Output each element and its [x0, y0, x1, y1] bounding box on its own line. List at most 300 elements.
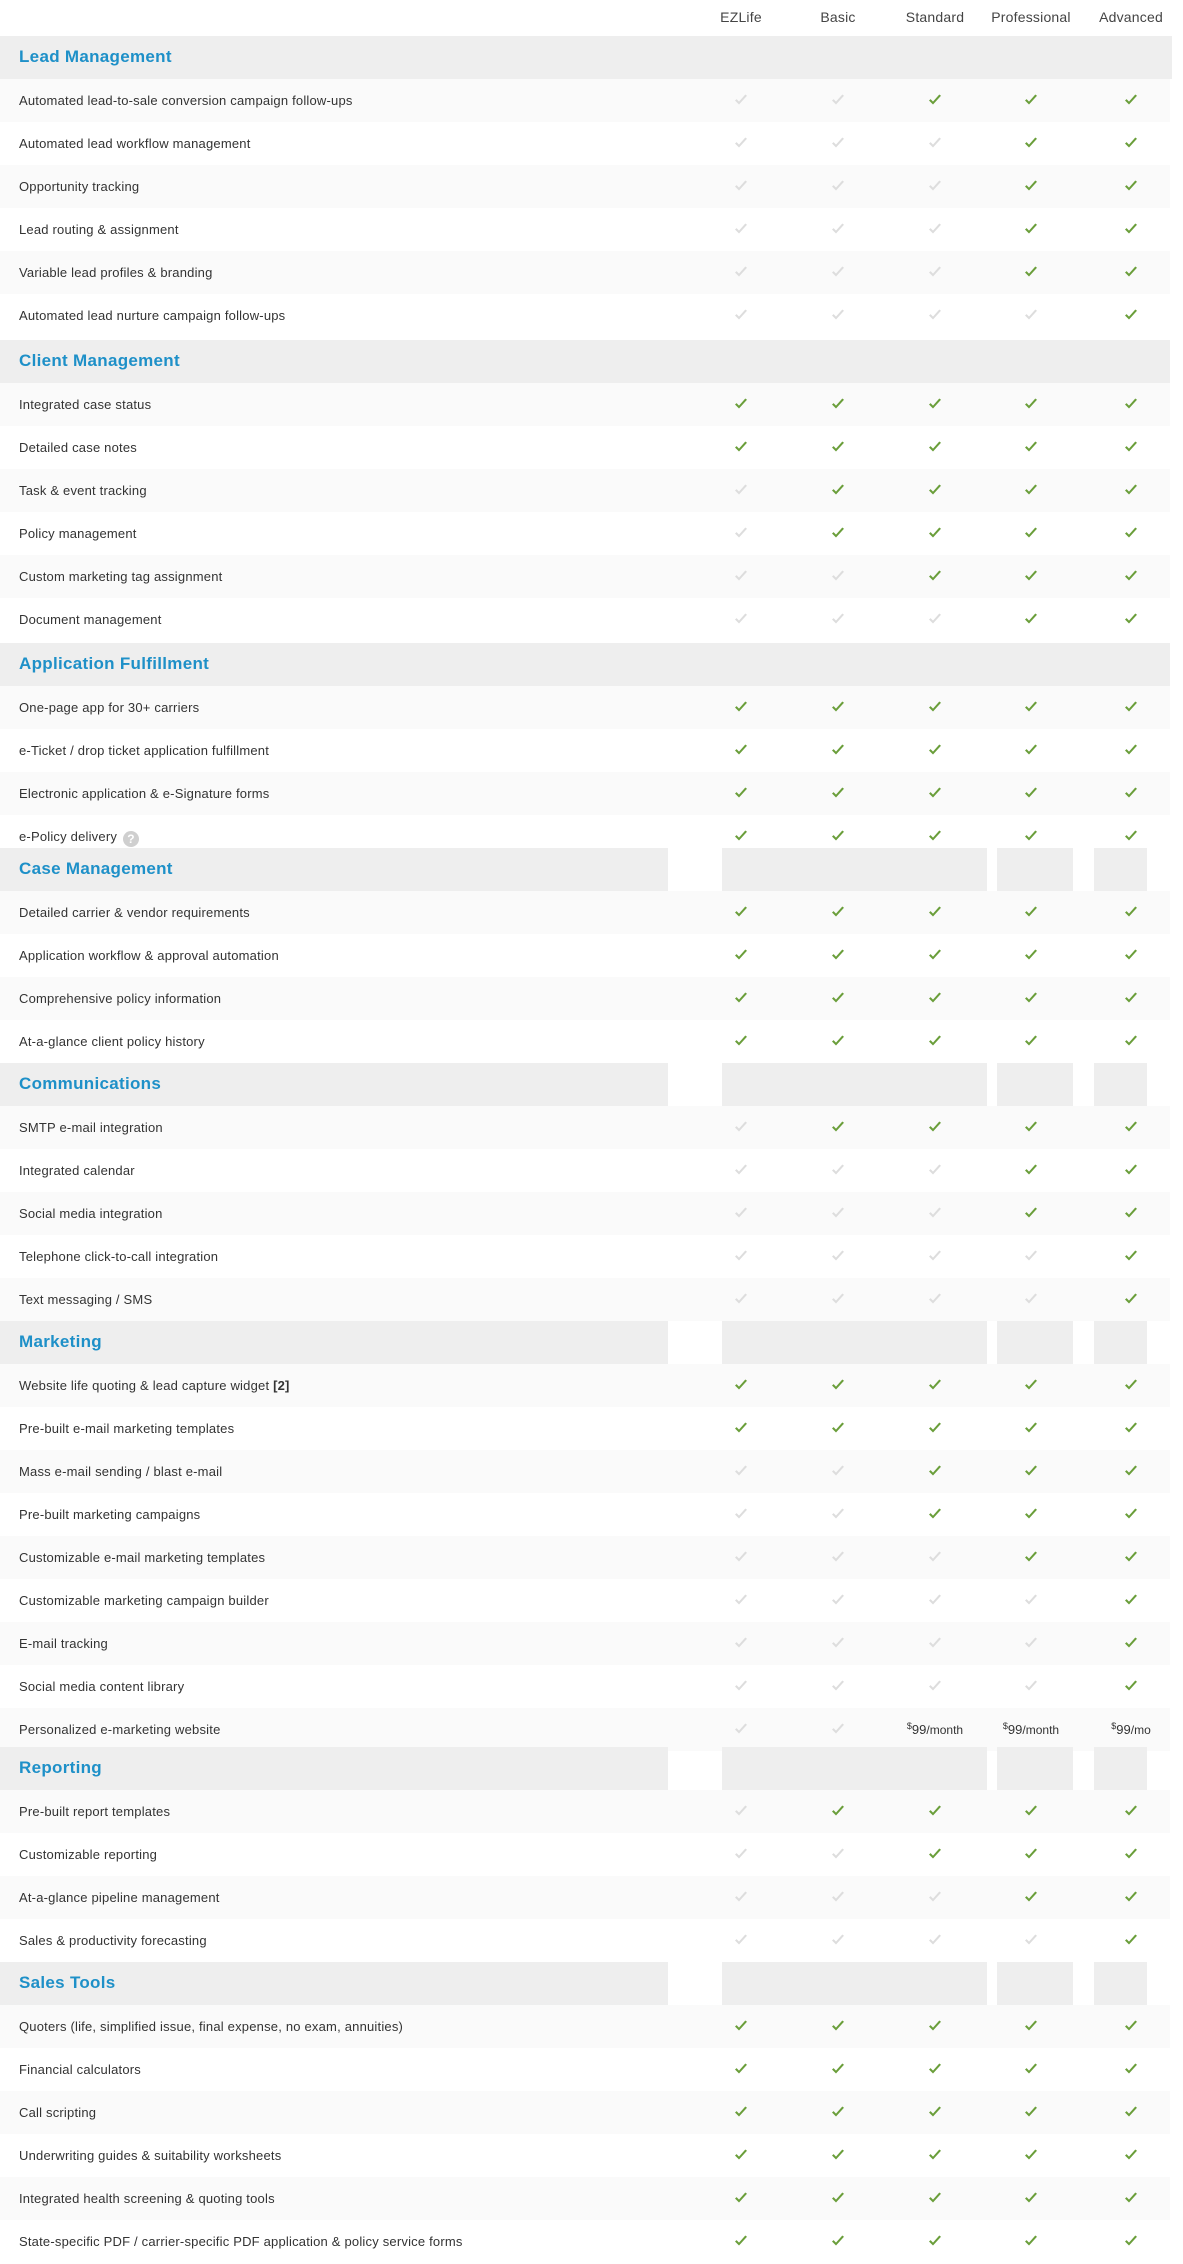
feature-cell-ezlife	[696, 686, 786, 729]
check-icon-disabled	[831, 1723, 845, 1735]
check-icon-disabled	[1024, 1293, 1038, 1305]
plan-name-basic: Basic	[820, 9, 856, 25]
check-icon	[1124, 1934, 1138, 1946]
plan-name-advanced: Advanced	[1099, 9, 1163, 25]
feature-cell-ezlife	[696, 555, 786, 598]
feature-row	[0, 1579, 1170, 1622]
check-icon	[734, 701, 748, 713]
check-icon	[831, 484, 845, 496]
feature-label	[19, 397, 151, 412]
feature-row	[0, 1708, 1170, 1751]
feature-label-text: E-mail tracking	[19, 1636, 108, 1651]
check-icon	[831, 398, 845, 410]
check-icon	[1024, 484, 1038, 496]
check-icon	[928, 906, 942, 918]
feature-cell-advanced	[1086, 977, 1176, 1020]
check-icon	[1024, 613, 1038, 625]
check-icon-disabled	[831, 613, 845, 625]
check-icon	[1024, 1207, 1038, 1219]
feature-cell-ezlife	[696, 1364, 786, 1407]
feature-label	[19, 136, 251, 151]
feature-cell-advanced	[1086, 1665, 1176, 1708]
feature-cell-standard	[890, 1235, 980, 1278]
check-icon	[1124, 94, 1138, 106]
feature-label	[19, 1550, 265, 1565]
feature-label-text: Customizable marketing campaign builder	[19, 1593, 269, 1608]
check-icon	[831, 441, 845, 453]
price-period: /month	[1022, 1723, 1060, 1737]
feature-cell-advanced	[1086, 2005, 1176, 2048]
feature-cell-ezlife	[696, 383, 786, 426]
section-header-case-management	[0, 848, 1183, 891]
check-icon-disabled	[928, 223, 942, 235]
feature-cell-ezlife	[696, 1919, 786, 1962]
feature-row	[0, 383, 1170, 426]
feature-cell-basic	[793, 1622, 883, 1665]
check-icon-disabled	[831, 180, 845, 192]
feature-cell-basic	[793, 1493, 883, 1536]
feature-cell-professional	[986, 2177, 1076, 2220]
feature-label	[19, 1847, 157, 1862]
check-icon	[928, 2106, 942, 2118]
feature-cell-ezlife	[696, 469, 786, 512]
feature-label	[19, 2234, 463, 2249]
feature-label	[19, 569, 222, 584]
check-icon	[1024, 2106, 1038, 2118]
feature-cell-professional	[986, 1493, 1076, 1536]
feature-cell-basic	[793, 1536, 883, 1579]
feature-cell-professional	[986, 2091, 1076, 2134]
check-icon-disabled	[734, 570, 748, 582]
feature-label	[19, 1933, 207, 1948]
price-amount: 99	[911, 1722, 927, 1737]
feature-label-text: Application workflow & approval automation	[19, 948, 279, 963]
feature-cell-ezlife	[696, 1407, 786, 1450]
check-icon	[928, 701, 942, 713]
section-header-client-management	[0, 340, 1183, 383]
feature-label	[19, 1206, 163, 1221]
check-icon	[1124, 1508, 1138, 1520]
feature-cell-advanced	[1086, 2134, 1176, 2177]
feature-cell-standard	[890, 1833, 980, 1876]
check-icon	[1024, 180, 1038, 192]
feature-row	[0, 79, 1170, 122]
feature-cell-advanced	[1086, 598, 1176, 641]
feature-label	[19, 2105, 96, 2120]
feature-label	[19, 1722, 221, 1737]
check-icon	[1124, 744, 1138, 756]
check-icon	[734, 2020, 748, 2032]
check-icon-disabled	[734, 94, 748, 106]
check-icon	[831, 2063, 845, 2075]
feature-cell-standard	[890, 79, 980, 122]
feature-cell-basic	[793, 2091, 883, 2134]
check-icon	[928, 2235, 942, 2247]
check-icon	[1024, 1848, 1038, 1860]
feature-label-text: At-a-glance pipeline management	[19, 1890, 220, 1905]
check-icon-disabled	[734, 1805, 748, 1817]
section-background	[997, 1063, 1073, 1106]
feature-cell-standard	[890, 1192, 980, 1235]
check-icon	[1124, 787, 1138, 799]
feature-cell-advanced	[1086, 294, 1176, 337]
check-icon	[831, 830, 845, 842]
check-icon-disabled	[928, 1891, 942, 1903]
feature-cell-standard	[890, 891, 980, 934]
check-icon-disabled	[734, 1293, 748, 1305]
feature-row	[0, 977, 1170, 1020]
check-icon	[1124, 1551, 1138, 1563]
check-icon	[831, 1379, 845, 1391]
check-icon	[1124, 906, 1138, 918]
check-icon-disabled	[734, 1551, 748, 1563]
feature-row	[0, 934, 1170, 977]
check-icon	[928, 1422, 942, 1434]
feature-cell-professional	[986, 1364, 1076, 1407]
feature-row	[0, 1790, 1170, 1833]
feature-cell-ezlife	[696, 2005, 786, 2048]
check-icon-disabled	[1024, 1250, 1038, 1262]
feature-row	[0, 1106, 1170, 1149]
check-icon	[1124, 527, 1138, 539]
feature-label	[19, 2019, 403, 2034]
feature-cell-basic	[793, 934, 883, 977]
check-icon-disabled	[734, 1465, 748, 1477]
feature-label	[19, 786, 269, 801]
check-icon	[1024, 1379, 1038, 1391]
feature-cell-basic	[793, 251, 883, 294]
feature-cell-basic	[793, 977, 883, 1020]
feature-row	[0, 294, 1170, 337]
feature-cell-standard	[890, 686, 980, 729]
check-icon-disabled	[928, 180, 942, 192]
check-icon-disabled	[831, 266, 845, 278]
feature-row	[0, 2220, 1170, 2263]
feature-cell-professional	[986, 2048, 1076, 2091]
feature-label	[19, 1804, 170, 1819]
check-icon-disabled	[734, 137, 748, 149]
feature-cell-professional	[986, 1192, 1076, 1235]
check-icon	[1024, 992, 1038, 1004]
check-icon	[1024, 1465, 1038, 1477]
feature-row	[0, 686, 1170, 729]
feature-label-text: Integrated health screening & quoting tools	[19, 2191, 275, 2206]
feature-cell-ezlife	[696, 1278, 786, 1321]
check-icon	[1024, 744, 1038, 756]
check-icon	[1024, 1121, 1038, 1133]
feature-cell-basic	[793, 1876, 883, 1919]
section-background	[722, 1747, 987, 1790]
feature-cell-standard	[890, 1708, 980, 1751]
feature-cell-ezlife	[696, 1876, 786, 1919]
feature-cell-professional	[986, 1579, 1076, 1622]
feature-cell-basic	[793, 2048, 883, 2091]
feature-label-text: State-specific PDF / carrier-specific PDF application & policy service forms	[19, 2234, 463, 2249]
feature-cell-advanced	[1086, 555, 1176, 598]
check-icon	[1124, 2063, 1138, 2075]
check-icon-disabled	[928, 1164, 942, 1176]
feature-cell-basic	[793, 165, 883, 208]
check-icon	[928, 1848, 942, 1860]
feature-cell-advanced	[1086, 1876, 1176, 1919]
price-label	[890, 1721, 980, 1737]
feature-cell-professional	[986, 2005, 1076, 2048]
footnote-marker[interactable]: [2]	[273, 1378, 290, 1393]
feature-label	[19, 1507, 200, 1522]
feature-cell-professional	[986, 772, 1076, 815]
feature-cell-standard	[890, 251, 980, 294]
section-background	[722, 848, 987, 891]
feature-cell-ezlife	[696, 729, 786, 772]
section-background	[997, 848, 1073, 891]
feature-cell-professional	[986, 977, 1076, 1020]
check-icon	[831, 1422, 845, 1434]
feature-cell-professional	[986, 1149, 1076, 1192]
check-icon-disabled	[928, 266, 942, 278]
feature-row	[0, 512, 1170, 555]
feature-label-text: Quoters (life, simplified issue, final expense, no exam, annuities)	[19, 2019, 404, 2034]
check-icon-disabled	[734, 1934, 748, 1946]
feature-row	[0, 1192, 1170, 1235]
check-icon-disabled	[831, 1293, 845, 1305]
feature-label	[19, 483, 147, 498]
feature-label	[19, 829, 139, 847]
feature-cell-basic	[793, 2177, 883, 2220]
feature-cell-advanced	[1086, 426, 1176, 469]
feature-cell-ezlife	[696, 1579, 786, 1622]
feature-label-text: Website life quoting & lead capture widget	[19, 1378, 270, 1393]
feature-cell-standard	[890, 122, 980, 165]
check-icon	[928, 949, 942, 961]
check-icon	[928, 570, 942, 582]
feature-cell-professional	[986, 469, 1076, 512]
feature-cell-advanced	[1086, 2048, 1176, 2091]
feature-cell-advanced	[1086, 165, 1176, 208]
feature-cell-professional	[986, 1020, 1076, 1063]
feature-cell-professional	[986, 294, 1076, 337]
feature-row	[0, 1278, 1170, 1321]
check-icon	[1124, 266, 1138, 278]
feature-label-text: Task & event tracking	[19, 483, 147, 498]
feature-label	[19, 179, 139, 194]
check-icon	[1024, 398, 1038, 410]
feature-cell-ezlife	[696, 1536, 786, 1579]
feature-cell-basic	[793, 1790, 883, 1833]
plan-name-standard: Standard	[905, 9, 965, 25]
check-icon	[928, 527, 942, 539]
feature-row	[0, 772, 1170, 815]
check-icon	[734, 2192, 748, 2204]
section-background	[1094, 1747, 1147, 1790]
feature-row	[0, 426, 1170, 469]
check-icon	[1024, 830, 1038, 842]
check-icon	[1124, 441, 1138, 453]
feature-cell-ezlife	[696, 1106, 786, 1149]
feature-cell-basic	[793, 1235, 883, 1278]
feature-cell-ezlife	[696, 1665, 786, 1708]
check-icon-disabled	[734, 613, 748, 625]
feature-cell-basic	[793, 2134, 883, 2177]
feature-cell-advanced	[1086, 772, 1176, 815]
section-header-lead-management	[0, 36, 1183, 79]
price-currency: $	[1111, 1721, 1117, 1731]
check-icon	[831, 992, 845, 1004]
check-icon	[928, 1035, 942, 1047]
check-icon	[1024, 2235, 1038, 2247]
feature-cell-standard	[890, 1876, 980, 1919]
check-icon	[831, 744, 845, 756]
price-currency: $	[906, 1721, 912, 1731]
check-icon	[928, 398, 942, 410]
section-title: Communications	[19, 1074, 162, 1093]
feature-cell-advanced	[1086, 383, 1176, 426]
feature-cell-standard	[890, 1364, 980, 1407]
section-background	[997, 1962, 1073, 2005]
feature-cell-advanced	[1086, 1020, 1176, 1063]
feature-cell-basic	[793, 1192, 883, 1235]
feature-cell-advanced	[1086, 1407, 1176, 1450]
feature-cell-basic	[793, 1579, 883, 1622]
check-icon	[928, 787, 942, 799]
check-icon	[928, 2192, 942, 2204]
feature-cell-standard	[890, 165, 980, 208]
check-icon	[734, 1035, 748, 1047]
feature-cell-basic	[793, 1278, 883, 1321]
feature-label	[19, 612, 162, 627]
check-icon	[1024, 1551, 1038, 1563]
feature-label	[19, 991, 221, 1006]
feature-cell-advanced	[1086, 251, 1176, 294]
feature-label-text: Pre-built report templates	[19, 1804, 171, 1819]
check-icon-disabled	[734, 527, 748, 539]
check-icon	[928, 830, 942, 842]
check-icon	[831, 906, 845, 918]
section-title: Case Management	[19, 859, 173, 878]
section-title: Marketing	[19, 1332, 102, 1351]
feature-row	[0, 598, 1170, 641]
feature-cell-ezlife	[696, 2134, 786, 2177]
feature-cell-ezlife	[696, 934, 786, 977]
check-icon	[1024, 441, 1038, 453]
feature-row	[0, 2134, 1170, 2177]
check-icon-disabled	[734, 1594, 748, 1606]
check-icon-disabled	[734, 484, 748, 496]
check-icon	[1124, 1207, 1138, 1219]
section-header-application-fulfillment	[0, 643, 1183, 686]
check-icon	[1024, 137, 1038, 149]
feature-cell-advanced	[1086, 1278, 1176, 1321]
section-background	[997, 1321, 1073, 1364]
feature-cell-basic	[793, 2005, 883, 2048]
check-icon	[734, 398, 748, 410]
check-icon	[831, 527, 845, 539]
check-icon-disabled	[928, 1637, 942, 1649]
feature-cell-advanced	[1086, 1493, 1176, 1536]
feature-label	[19, 308, 285, 323]
check-icon	[1024, 266, 1038, 278]
check-icon	[1024, 1805, 1038, 1817]
feature-cell-basic	[793, 686, 883, 729]
check-icon-disabled	[831, 1848, 845, 1860]
check-icon	[831, 2106, 845, 2118]
feature-cell-basic	[793, 1149, 883, 1192]
feature-cell-advanced	[1086, 1579, 1176, 1622]
feature-cell-basic	[793, 1833, 883, 1876]
feature-cell-advanced	[1086, 891, 1176, 934]
check-icon	[831, 701, 845, 713]
feature-cell-professional	[986, 1708, 1076, 1751]
feature-label	[19, 1890, 220, 1905]
feature-cell-advanced	[1086, 1536, 1176, 1579]
check-icon-disabled	[734, 1207, 748, 1219]
feature-label-text: Automated lead nurture campaign follow-ups	[19, 308, 286, 323]
feature-label-text: Policy management	[19, 526, 137, 541]
feature-cell-standard	[890, 1622, 980, 1665]
check-icon-disabled	[831, 1551, 845, 1563]
check-icon	[1124, 2020, 1138, 2032]
feature-cell-professional	[986, 1235, 1076, 1278]
feature-label-text: Pre-built marketing campaigns	[19, 1507, 201, 1522]
check-icon	[928, 441, 942, 453]
check-icon-disabled	[1024, 1934, 1038, 1946]
feature-cell-ezlife	[696, 294, 786, 337]
feature-cell-professional	[986, 555, 1076, 598]
check-icon	[928, 94, 942, 106]
section-background	[997, 1747, 1073, 1790]
feature-cell-ezlife	[696, 1149, 786, 1192]
feature-label-text: Call scripting	[19, 2105, 97, 2120]
check-icon	[1124, 701, 1138, 713]
feature-label	[19, 743, 269, 758]
feature-cell-advanced	[1086, 122, 1176, 165]
check-icon	[734, 1422, 748, 1434]
feature-cell-professional	[986, 512, 1076, 555]
check-icon	[1124, 949, 1138, 961]
section-title: Application Fulfillment	[19, 654, 210, 673]
feature-cell-ezlife	[696, 1192, 786, 1235]
check-icon	[734, 906, 748, 918]
check-icon	[1124, 1680, 1138, 1692]
feature-cell-ezlife	[696, 1790, 786, 1833]
feature-cell-standard	[890, 469, 980, 512]
check-icon-disabled	[734, 1723, 748, 1735]
feature-label	[19, 1378, 290, 1393]
feature-label	[19, 2148, 281, 2163]
feature-cell-standard	[890, 772, 980, 815]
feature-cell-advanced	[1086, 2177, 1176, 2220]
question-icon[interactable]: ?	[123, 831, 139, 847]
check-icon	[1124, 309, 1138, 321]
section-background	[1094, 1063, 1147, 1106]
feature-label-text: Electronic application & e-Signature forms	[19, 786, 270, 801]
feature-row	[0, 2177, 1170, 2220]
feature-label-text: SMTP e-mail integration	[19, 1120, 163, 1135]
feature-label	[19, 1292, 152, 1307]
feature-cell-professional	[986, 2220, 1076, 2263]
feature-cell-basic	[793, 294, 883, 337]
feature-cell-standard	[890, 1790, 980, 1833]
feature-cell-basic	[793, 1665, 883, 1708]
check-icon-disabled	[928, 1207, 942, 1219]
check-icon	[1124, 484, 1138, 496]
check-icon	[1024, 1164, 1038, 1176]
feature-cell-professional	[986, 686, 1076, 729]
feature-cell-ezlife	[696, 1493, 786, 1536]
check-icon	[1024, 527, 1038, 539]
feature-cell-standard	[890, 2134, 980, 2177]
feature-label-text: e-Ticket / drop ticket application fulfillment	[19, 743, 270, 758]
check-icon-disabled	[734, 1250, 748, 1262]
